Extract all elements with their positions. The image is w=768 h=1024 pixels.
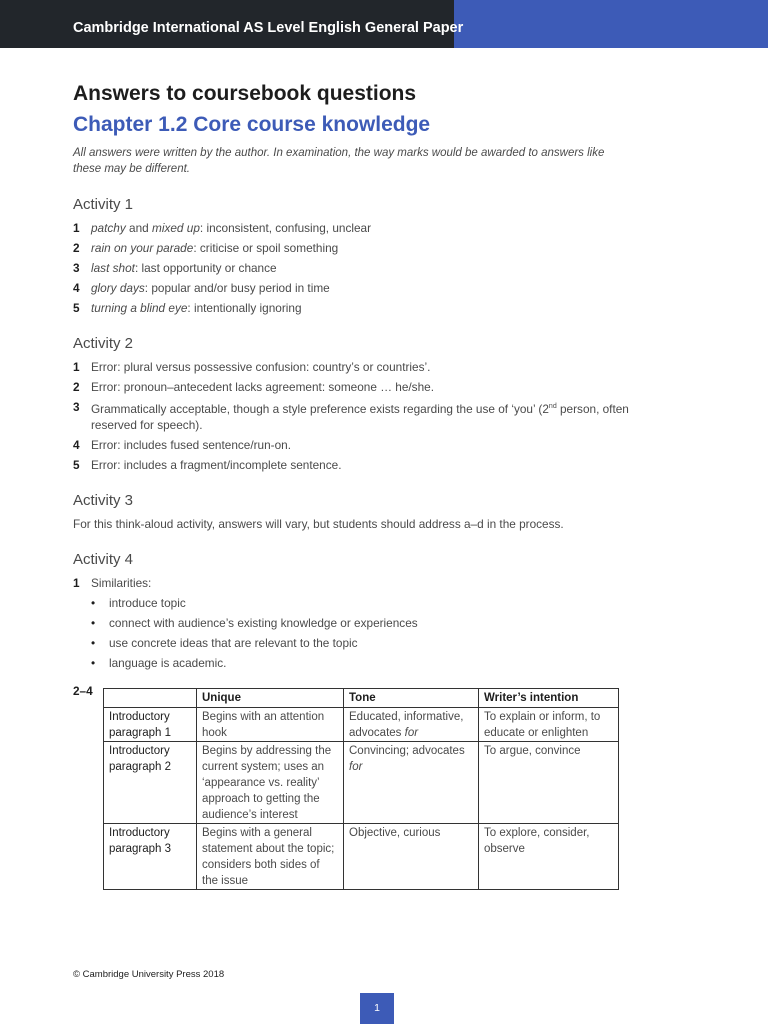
tone-cell [344,708,479,742]
list-item [73,397,633,435]
table-header-intention: Writer’s intention [479,689,619,708]
activity-1-list [73,218,633,318]
chapter-title: Chapter 1.2 Core course knowledge [73,113,431,136]
row-label: Introductory paragraph 1 [104,708,197,742]
tone-emphasis: for [404,727,419,739]
answer-text: Error: includes a fragment/incomplete sentence. [91,457,342,472]
table-header-row [104,689,619,708]
header-title: Cambridge International AS Level English General Paper [73,20,464,36]
unique-cell: Begins by addressing the current system; uses an ‘appearance vs. reality’ approach to getting the audience’s interest [197,742,344,824]
header-bar [0,0,768,48]
item-number: 3 [73,261,80,275]
item-number: 4 [73,281,80,295]
idiom-term: glory days [91,281,145,295]
tone-cell [344,742,479,824]
idiom-term: rain on your parade [91,241,194,255]
activity-1-title: Activity 1 [73,196,134,213]
tone-text: Objective, curious [349,827,441,839]
list-item [73,435,633,455]
definition: : last opportunity or chance [134,261,277,275]
list-item [73,278,633,298]
list-item [73,258,633,278]
answer-text: Error: includes fused sentence/run-on. [91,437,291,452]
unique-cell: Begins with an attention hook [197,708,344,742]
answer-text: Error: plural versus possessive confusion: country’s or countries’. [91,360,431,374]
row-label: Introductory paragraph 3 [104,824,197,890]
list-item [73,357,633,377]
bullet-item: • introduce topic [91,593,633,613]
item-number: 1 [73,221,80,235]
item-number: 5 [73,457,80,472]
definition: : criticise or spoil something [193,241,339,255]
table-header-blank [104,689,197,708]
table-row [104,742,619,824]
answer-text: Error: pronoun–antecedent lacks agreement: someone … he/she. [91,380,434,394]
item-number: 4 [73,437,80,452]
header-blue-block [454,0,768,48]
unique-cell: Begins with a general statement about the topic; considers both sides of the issue [197,824,344,890]
idiom-term: turning a blind eye [91,301,188,315]
list-item [73,238,633,258]
activity-4-title: Activity 4 [73,550,134,568]
intention-cell: To explain or inform, to educate or enlighten [479,708,619,742]
list-item [73,377,633,397]
list-item [73,455,633,475]
list-item [73,573,633,593]
item-number: 1 [73,575,80,590]
item-number: 5 [73,301,80,315]
document-body [73,80,633,673]
idiom-term: last shot [91,261,135,275]
activity-3-title: Activity 3 [73,491,134,509]
ordinal-suffix: nd [548,403,557,410]
author-note: All answers were written by the author. In examination, the way marks would be awarded to answers like these may be different. [73,147,605,175]
idiom-term: patchy [91,221,126,235]
tone-cell [344,824,479,890]
item-number: 1 [73,360,80,374]
table-item-number: 2–4 [73,684,93,698]
table-row [104,708,619,742]
copyright-notice: © Cambridge University Press 2018 [73,969,225,980]
row-label: Introductory paragraph 2 [104,742,197,824]
table-row [104,824,619,890]
intention-cell: To explore, consider, observe [479,824,619,890]
item-number: 2 [73,241,80,255]
activity-2-list [73,357,633,475]
page-number: 1 [360,993,394,1024]
answer-text: Similarities: [91,575,152,590]
bullet-item: • use concrete ideas that are relevant to the topic [91,633,633,653]
activity-4-list [73,573,633,593]
tone-text: Educated, informative, advocates [349,711,464,739]
answer-text-cont: person, often reserved for speech). [91,401,629,432]
item-number: 3 [73,400,80,414]
definition: : intentionally ignoring [187,301,302,315]
item-number: 2 [73,380,80,394]
page-title: Answers to coursebook questions [73,82,417,105]
tone-emphasis: for [349,761,363,773]
list-item [73,298,633,318]
list-item [73,218,633,238]
activity-3-text: For this think-aloud activity, answers will vary, but students should address a–d in the process. [73,516,564,531]
tone-text: Convincing; advocates [349,745,465,757]
activity-2-title: Activity 2 [73,335,134,352]
intention-cell: To argue, convince [479,742,619,824]
bullet-item: • language is academic. [91,653,633,673]
definition: : popular and/or busy period in time [144,281,330,295]
comparison-table [103,688,619,890]
bullet-item: • connect with audience’s existing knowledge or experiences [91,613,633,633]
idiom-term: mixed up [152,221,200,235]
table-header-tone: Tone [344,689,479,708]
definition: : inconsistent, confusing, unclear [199,221,372,235]
answer-text: Grammatically acceptable, though a style preference exists regarding the use of ‘you’ (2 [91,401,549,416]
similarities-list [73,593,633,673]
table-header-unique: Unique [197,689,344,708]
connector: and [125,221,153,235]
